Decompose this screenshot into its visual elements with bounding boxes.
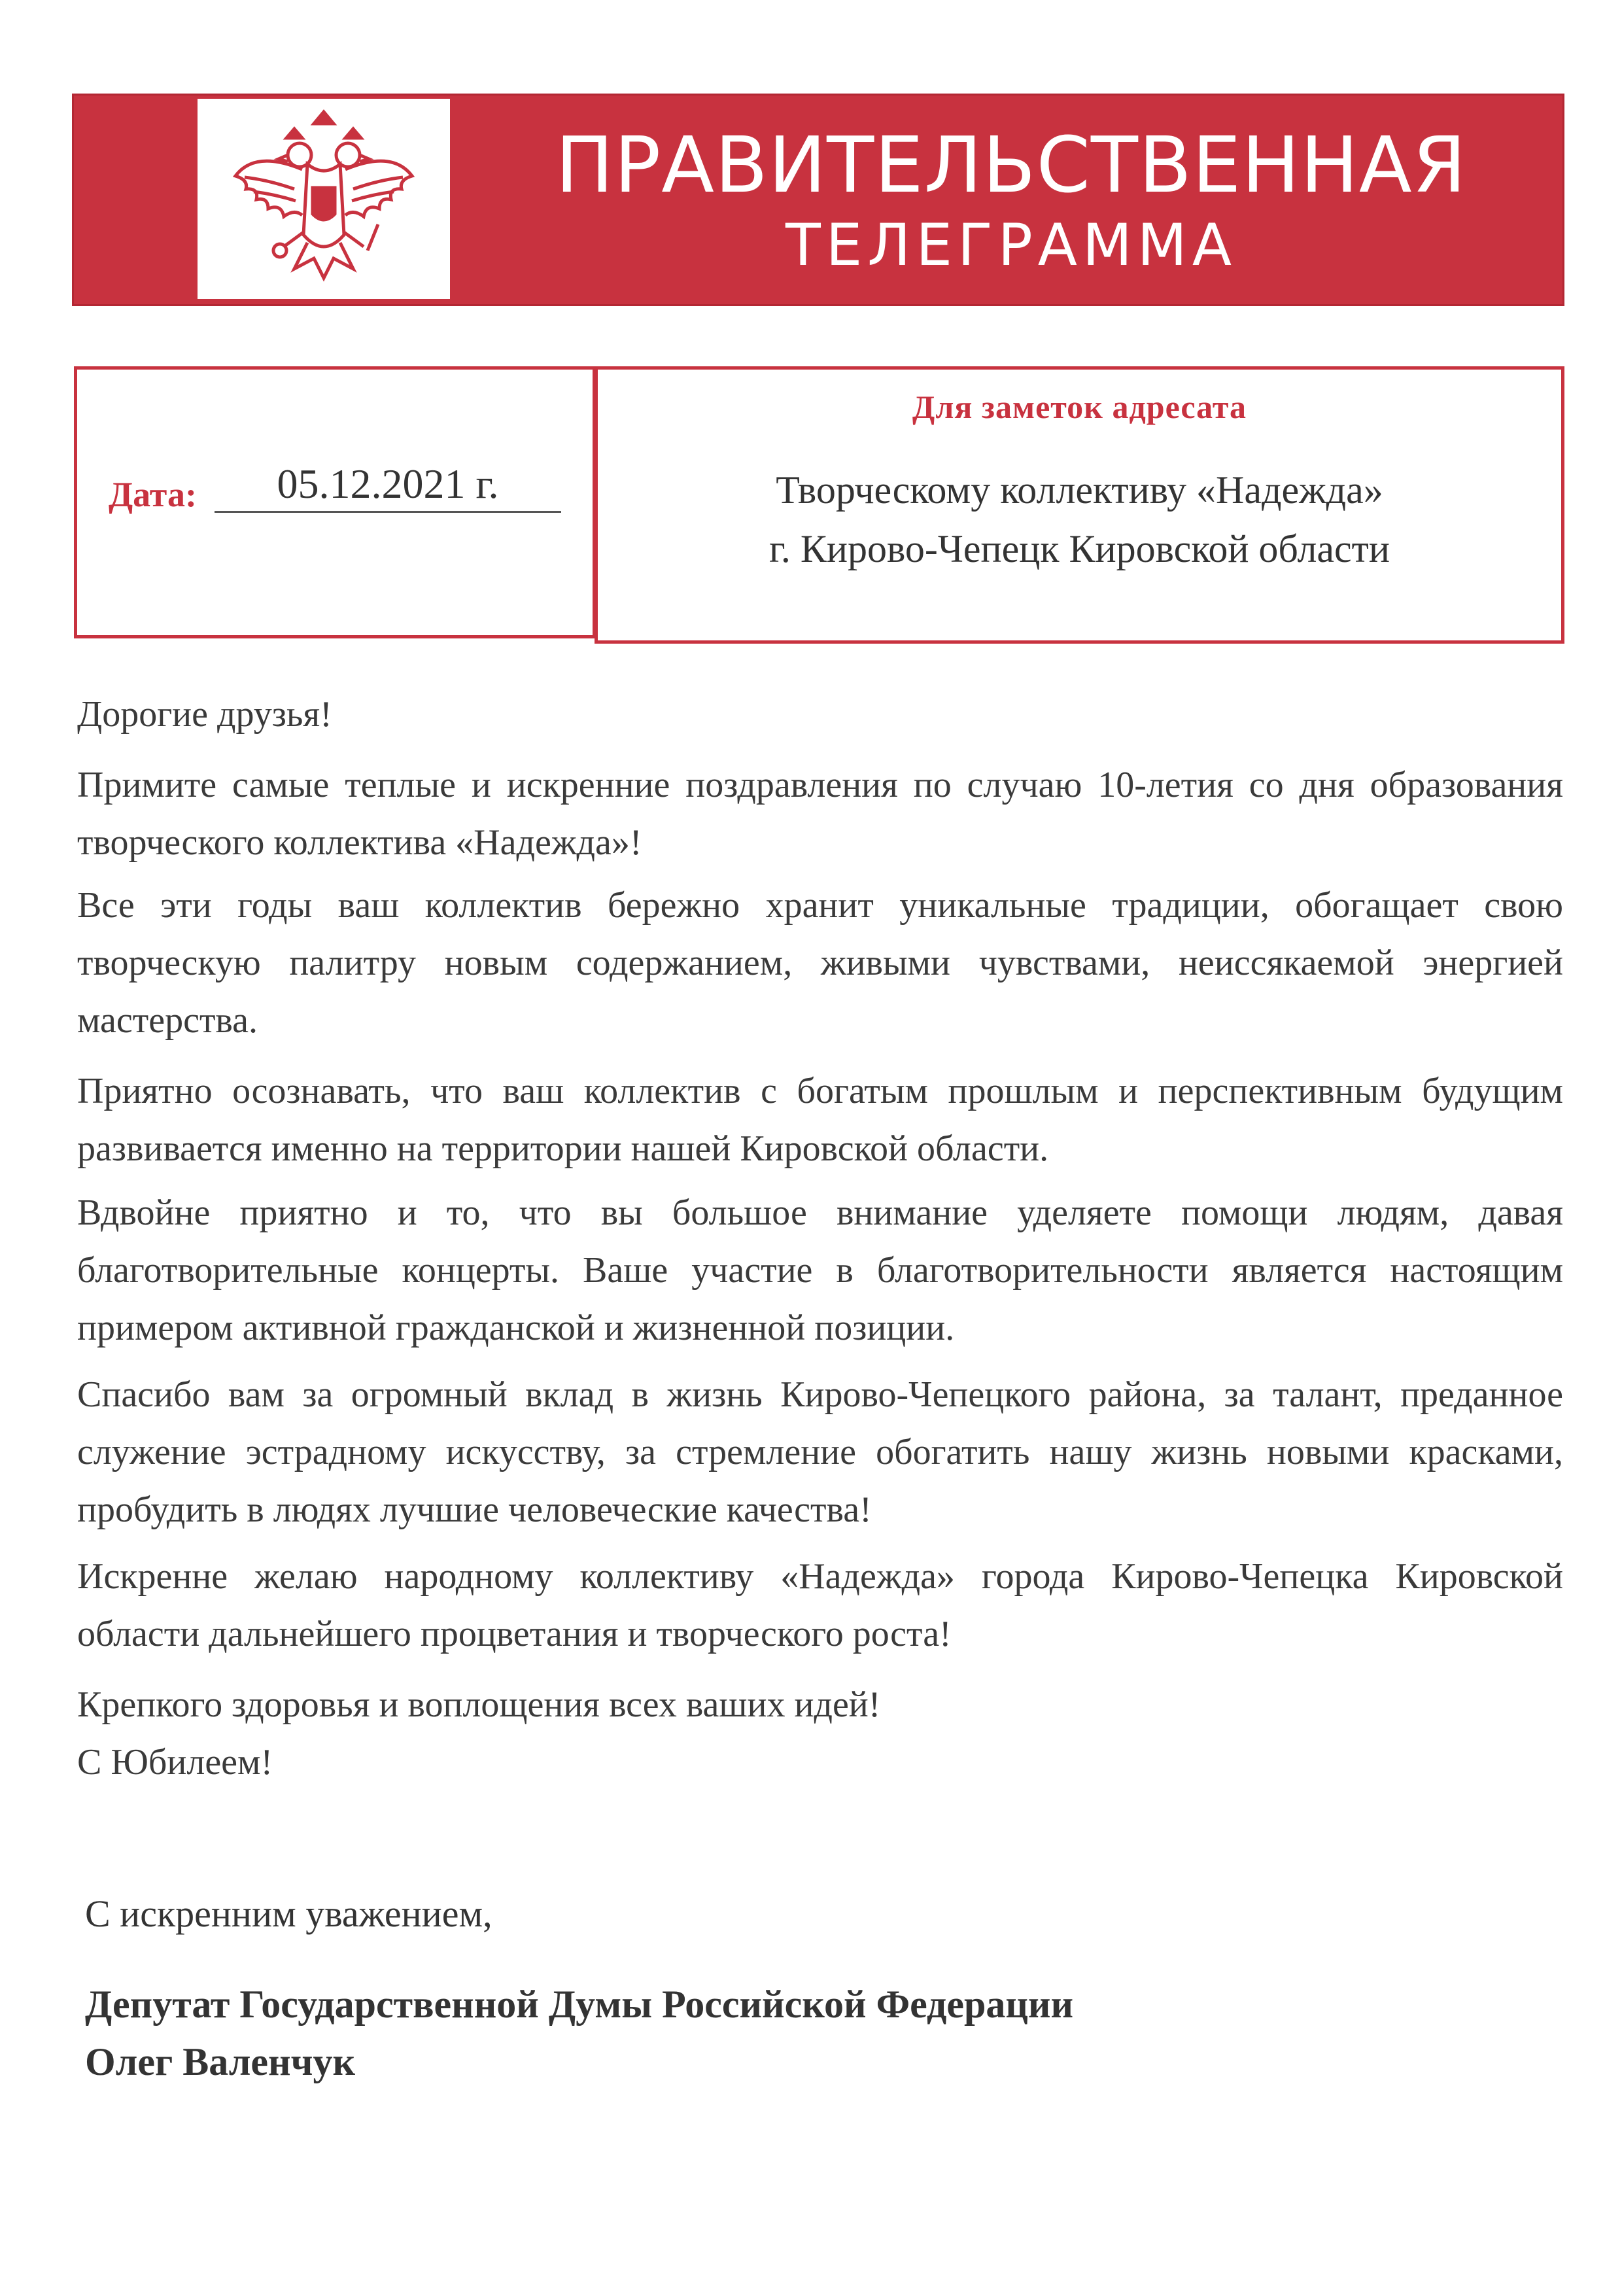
- banner-title-line2: ТЕЛЕГРАММА: [785, 211, 1237, 279]
- closing-jubilee: С Юбилеем!: [77, 1742, 273, 1783]
- notes-title: Для заметок адресата: [912, 389, 1247, 425]
- paragraph-2: Все эти годы ваш коллектив бережно хранит уникальные традиции, обогащает свою творческую палитру новым содержанием, живыми чувствами, неиссякаемой энергией мастерства.: [77, 885, 1563, 1041]
- date-value: 05.12.2021 г.: [215, 457, 561, 513]
- paragraph-5: Спасибо вам за огромный вклад в жизнь Кирово-Чепецкого района, за талант, преданное служение эстрадному искусству, за стремление обогатить нашу жизнь новыми красками, пробудить в людях лучшие человеческие качества!: [77, 1374, 1563, 1530]
- coat-of-arms-icon: [216, 104, 432, 294]
- paragraph-6: Искренне желаю народному коллективу «Надежда» города Кирово-Чепецка Кировской области дальнейшего процветания и творческого роста!: [77, 1556, 1563, 1654]
- signature-regards: С искренним уважением,: [85, 1892, 492, 1935]
- paragraph-3: Приятно осознавать, что ваш коллектив с богатым прошлым и перспективным будущим развивается именно на территории нашей Кировской области.: [77, 1071, 1563, 1169]
- paragraph-4: Вдвойне приятно и то, что вы большое внимание уделяете помощи людям, давая благотворительные концерты. Ваше участие в благотворительности является настоящим примером активной гражданской и жизненной позиции.: [77, 1192, 1563, 1348]
- signature-position: Депутат Государственной Думы Российской Федерации: [85, 1983, 1074, 2026]
- banner-title-line1: ПРАВИТЕЛЬСТВЕННАЯ: [555, 120, 1467, 210]
- signature-name: Олег Валенчук: [85, 2040, 356, 2083]
- addressee-box: [595, 366, 1564, 644]
- addressee-line2: г. Кирово-Чепецк Кировской области: [768, 527, 1390, 570]
- addressee-line1: Творческому коллективу «Надежда»: [776, 468, 1383, 512]
- closing-wishes: Крепкого здоровья и воплощения всех ваших идей!: [77, 1684, 881, 1725]
- emblem-box: [198, 99, 450, 299]
- letter-body: [77, 686, 1563, 1791]
- greeting: Дорогие друзья!: [77, 694, 332, 735]
- telegram-header-banner: [72, 94, 1564, 306]
- date-label: Дата:: [109, 475, 197, 514]
- paragraph-1: Примите самые теплые и искренние поздравления по случаю 10-летия со дня образования творческого коллектива «Надежда»!: [77, 765, 1563, 863]
- date-box: [74, 366, 596, 638]
